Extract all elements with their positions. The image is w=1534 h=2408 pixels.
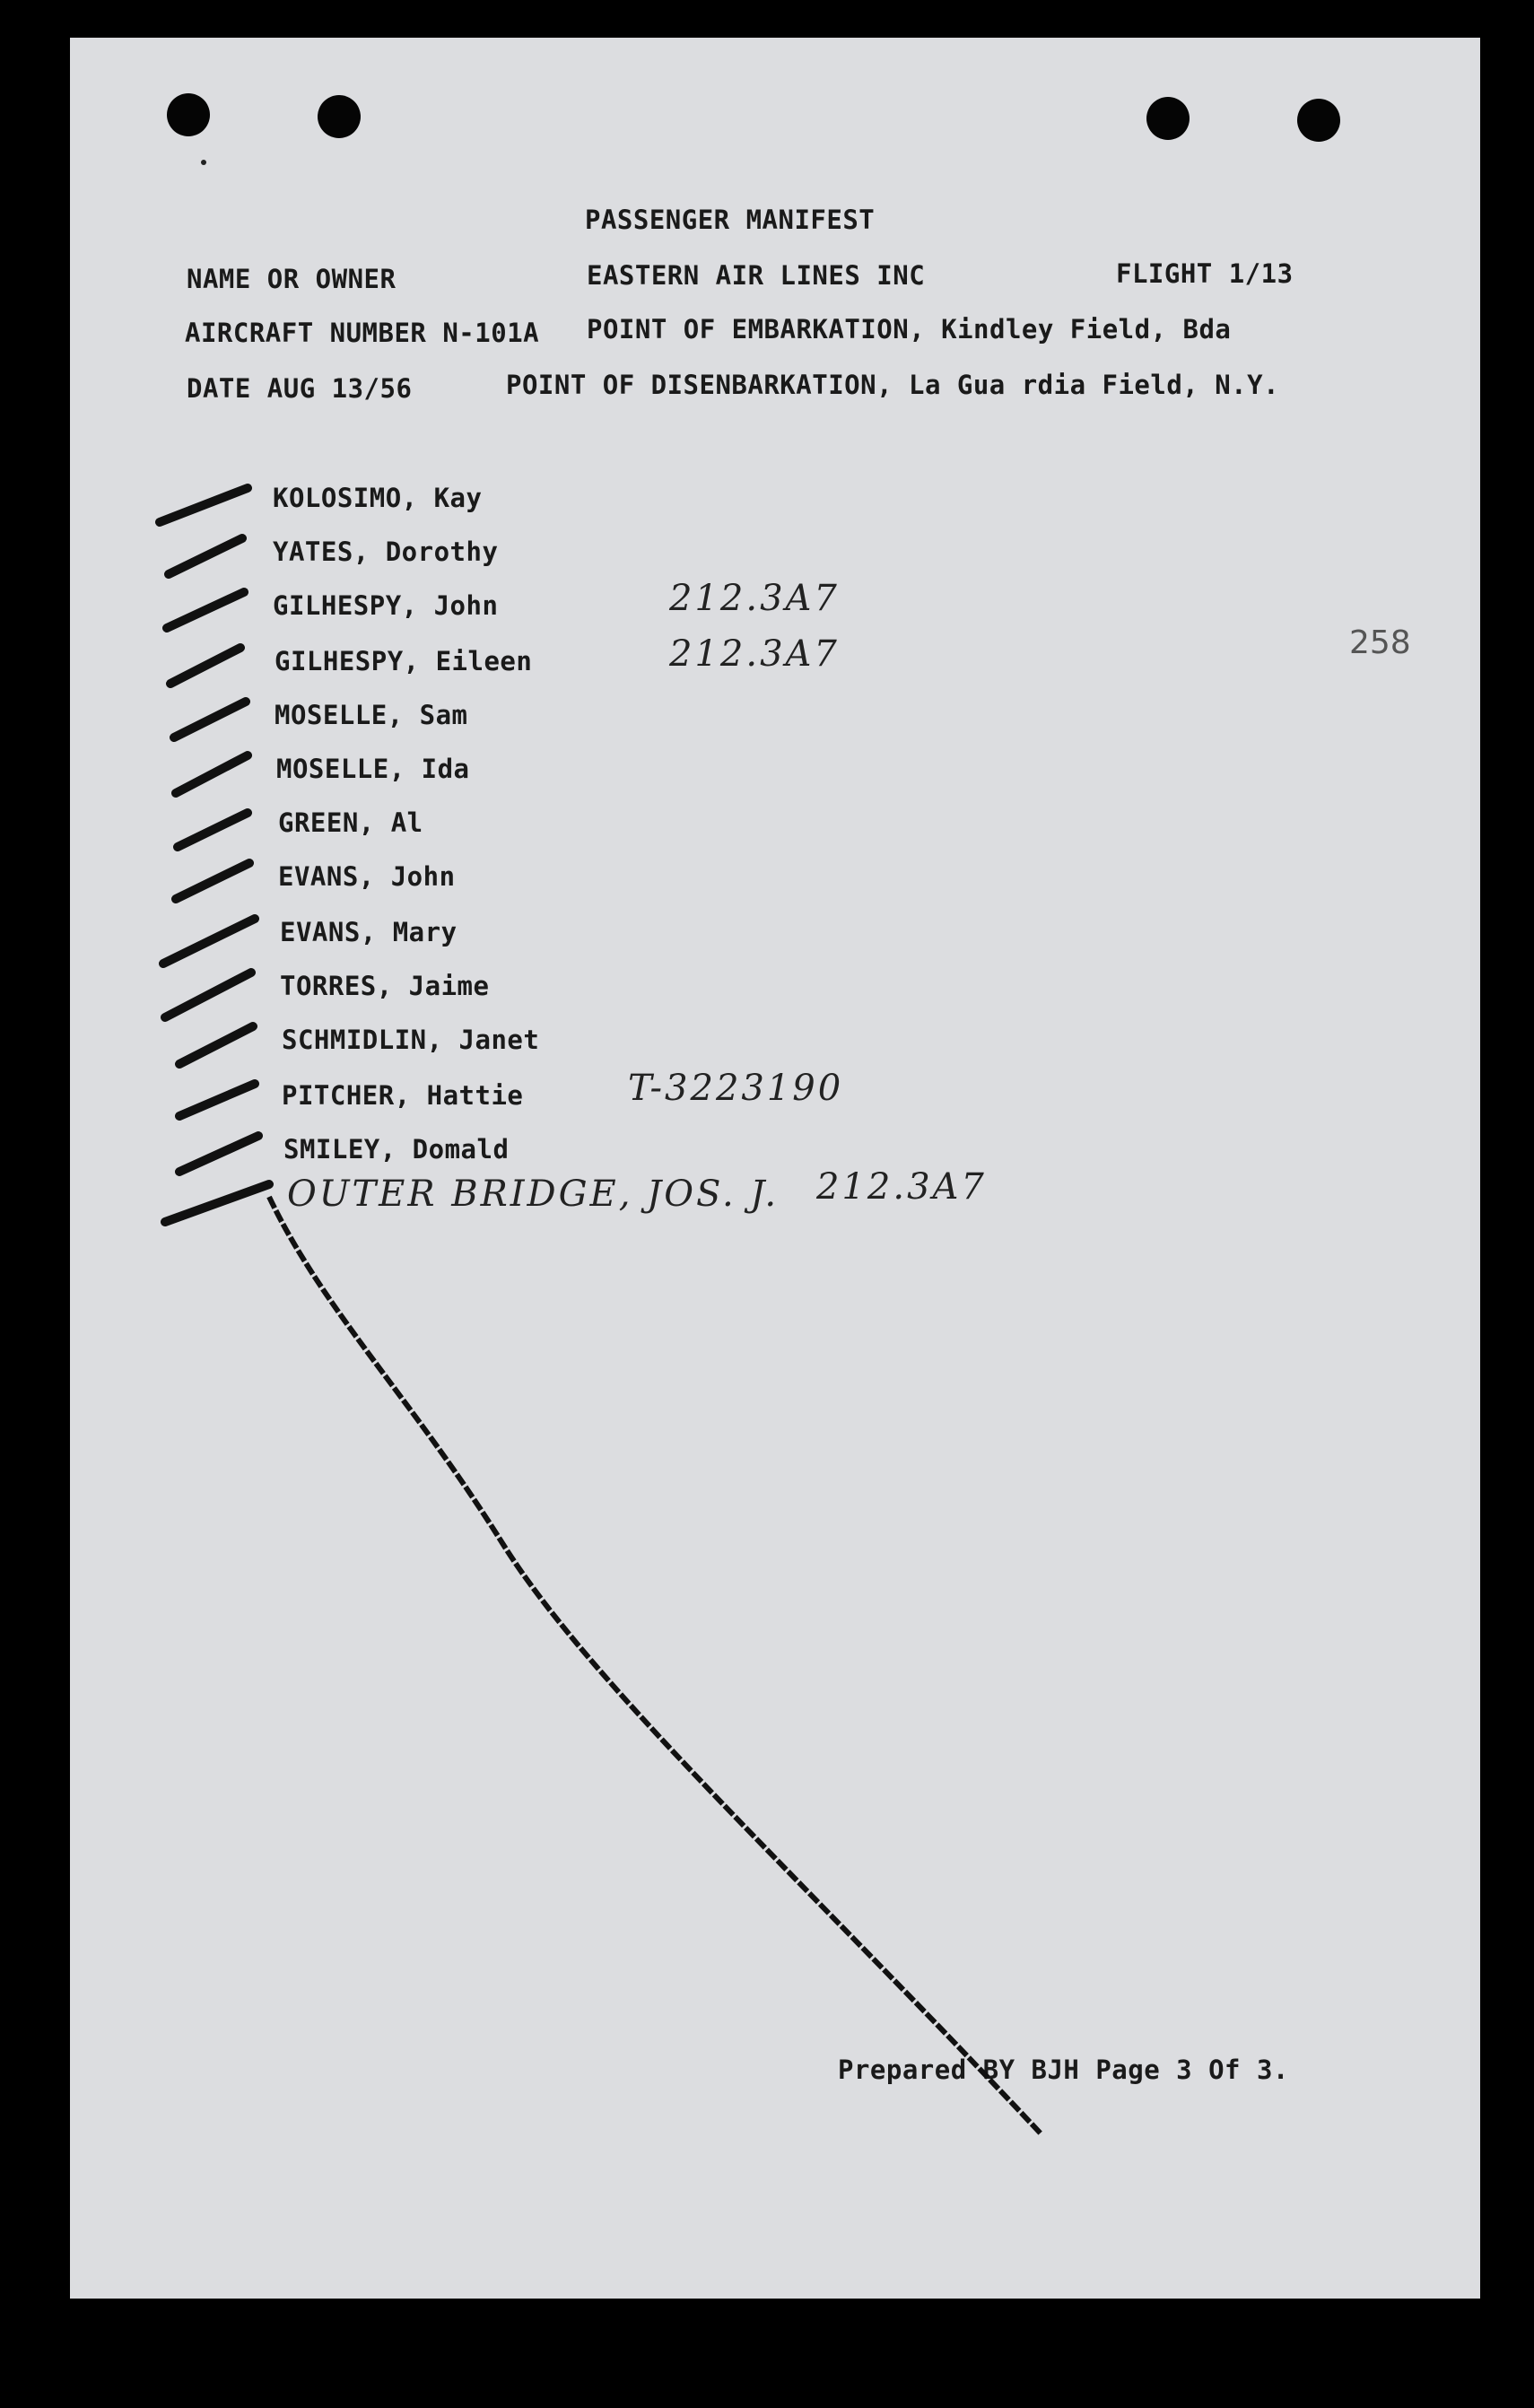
check-mark xyxy=(160,488,248,522)
check-mark xyxy=(167,592,244,628)
passenger-row: PITCHER, Hattie xyxy=(282,1080,524,1111)
airline-name: EASTERN AIR LINES INC xyxy=(587,260,926,291)
point-of-disembarkation: POINT OF DISENBARKATION, La Gua rdia Field, N.Y. xyxy=(506,370,1280,400)
passenger-row: KOLOSIMO, Kay xyxy=(273,483,483,513)
check-mark xyxy=(176,863,249,899)
check-mark xyxy=(179,1084,255,1116)
passenger-row: SMILEY, Domald xyxy=(283,1134,510,1165)
passenger-row: EVANS, John xyxy=(278,861,456,892)
point-of-embarkation: POINT OF EMBARKATION, Kindley Field, Bda xyxy=(587,314,1232,345)
passenger-row: GILHESPY, Eileen xyxy=(275,646,533,676)
handwritten-note: 212.3A7 xyxy=(669,578,840,619)
check-mark xyxy=(169,538,242,574)
check-mark xyxy=(176,755,248,793)
check-mark xyxy=(165,973,251,1017)
cancel-stroke xyxy=(269,1197,1041,2133)
passenger-row: GREEN, Al xyxy=(278,807,423,838)
page-number-stamp: 258 xyxy=(1349,624,1411,661)
passenger-row: EVANS, Mary xyxy=(280,917,458,947)
manifest-title: PASSENGER MANIFEST xyxy=(585,205,876,235)
passenger-row: SCHMIDLIN, Janet xyxy=(282,1025,540,1055)
flight-number: FLIGHT 1/13 xyxy=(1116,258,1294,289)
check-mark xyxy=(178,813,248,847)
passenger-row: MOSELLE, Ida xyxy=(276,754,470,784)
passenger-row: GILHESPY, John xyxy=(273,590,499,621)
check-mark xyxy=(165,1184,269,1222)
passenger-row: MOSELLE, Sam xyxy=(275,700,468,730)
handwritten-note: T-3223190 xyxy=(628,1068,844,1109)
handwritten-note: 212.3A7 xyxy=(669,633,840,675)
check-mark xyxy=(179,1026,253,1064)
handwritten-note: 212.3A7 xyxy=(816,1166,987,1208)
check-mark xyxy=(163,919,255,964)
check-mark xyxy=(170,648,240,684)
manifest-date: DATE AUG 13/56 xyxy=(187,373,413,404)
check-mark xyxy=(179,1136,258,1172)
owner-label: NAME OR OWNER xyxy=(187,264,397,294)
aircraft-number: AIRCRAFT NUMBER N-101A xyxy=(185,318,540,348)
prepared-by-footer: Prepared BY BJH Page 3 Of 3. xyxy=(838,2055,1289,2085)
passenger-row: TORRES, Jaime xyxy=(280,971,490,1001)
passenger-row: YATES, Dorothy xyxy=(273,537,499,567)
check-mark xyxy=(174,702,246,737)
handwritten-passenger: OUTER BRIDGE, JOS. J. xyxy=(287,1173,780,1215)
